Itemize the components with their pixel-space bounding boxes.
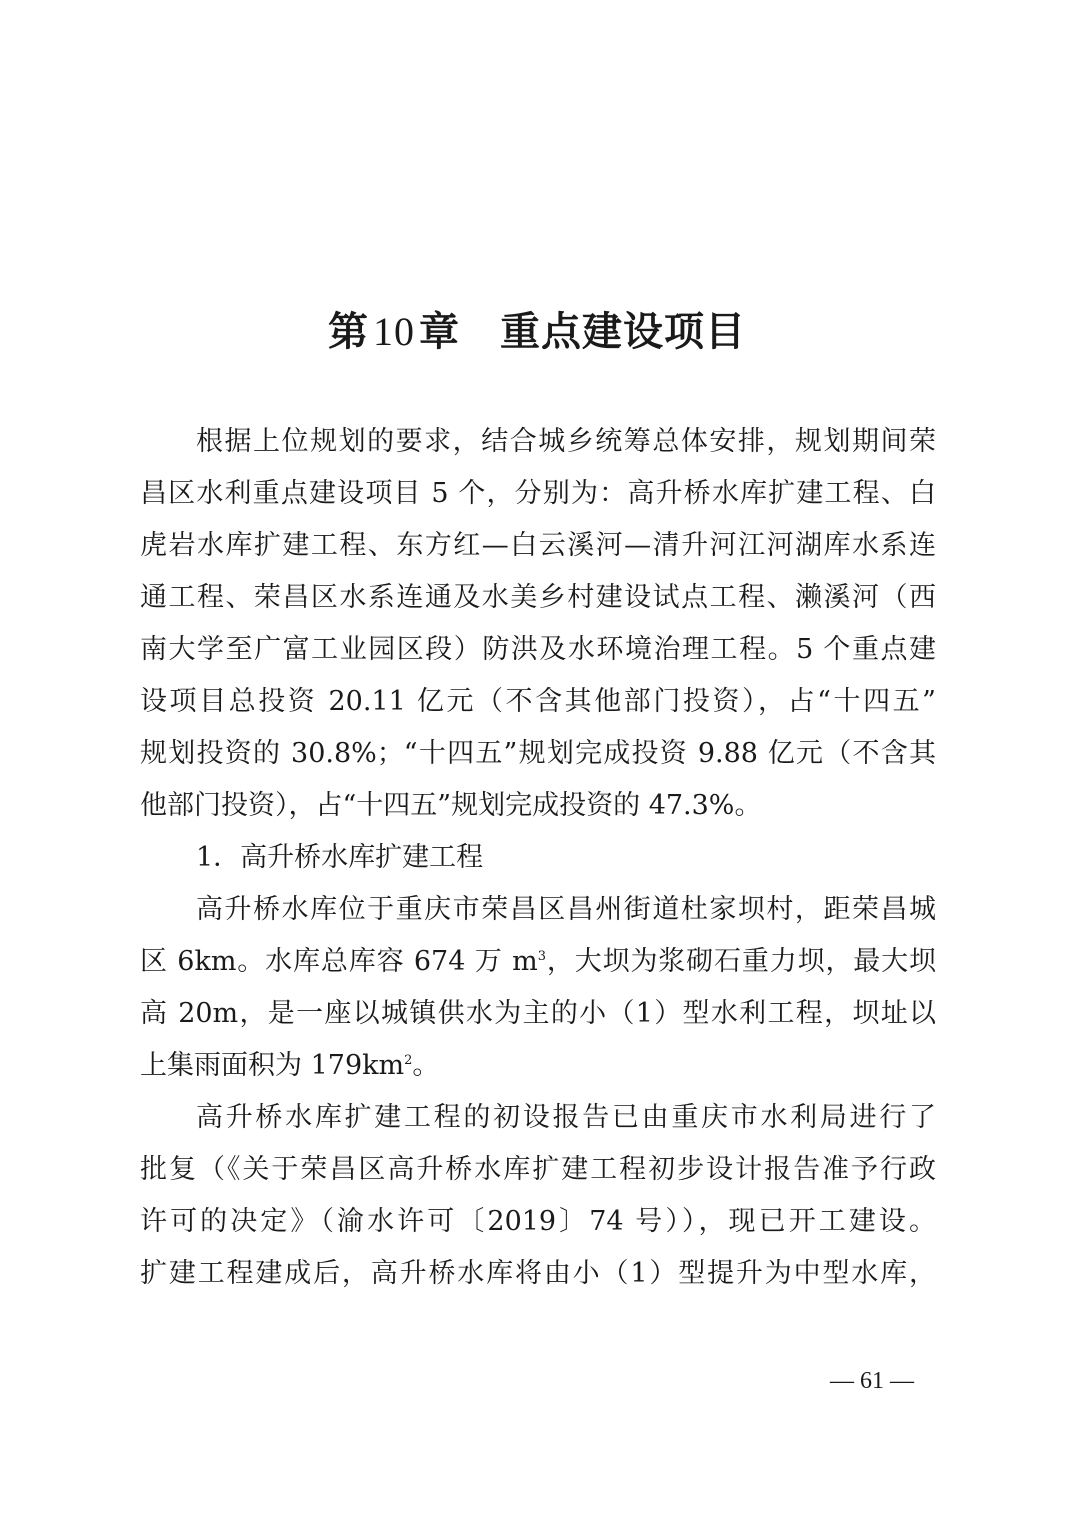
text-segment: ，大坝为浆砌石重力坝，最大坝	[546, 946, 936, 977]
text-line: 根据上位规划的要求，结合城乡统筹总体安排，规划期间荣	[196, 426, 936, 457]
text-line: 虎岩水库扩建工程、东方红—白云溪河—清升河江河湖库水系连	[140, 530, 936, 561]
text-line: 他部门投资），占“十四五”规划完成投资的 47.3%。	[140, 790, 762, 821]
section-heading: 1．高升桥水库扩建工程	[196, 842, 484, 873]
text-line: 规划投资的 30.8%；“十四五”规划完成投资 9.88 亿元（不含其	[140, 738, 936, 769]
text-line: 许可的决定》（渝水许可〔2019〕74 号）），现已开工建设。	[140, 1206, 936, 1237]
text-segment: 区 6km。水库总库容 674 万 m	[140, 946, 538, 977]
text-line: 南大学至广富工业园区段）防洪及水环境治理工程。5 个重点建	[140, 634, 936, 665]
text-line: 设项目总投资 20.11 亿元（不含其他部门投资），占“十四五”	[140, 686, 936, 717]
page-number: — 61 —	[830, 1368, 914, 1394]
chapter-name: 重点建设项目	[500, 308, 746, 355]
text-line: 扩建工程建成后，高升桥水库将由小（1）型提升为中型水库，	[140, 1258, 936, 1289]
text-line: 通工程、荣昌区水系连通及水美乡村建设试点工程、濑溪河（西	[140, 582, 936, 613]
text-line	[140, 936, 936, 988]
text-line: 昌区水利重点建设项目 5 个，分别为：高升桥水库扩建工程、白	[140, 478, 936, 509]
text-line: 高升桥水库位于重庆市荣昌区昌州街道杜家坝村，距荣昌城	[196, 894, 936, 925]
chapter-title	[0, 300, 1074, 357]
superscript: 2	[404, 1053, 413, 1068]
text-segment: 上集雨面积为 179km	[140, 1050, 405, 1081]
chapter-suffix: 章	[419, 308, 460, 355]
text-line: 高升桥水库扩建工程的初设报告已由重庆市水利局进行了	[196, 1102, 936, 1133]
chapter-prefix: 第	[328, 308, 369, 355]
superscript: 3	[537, 949, 547, 964]
text-segment: 。	[412, 1050, 440, 1081]
chapter-number: 10	[373, 309, 415, 354]
text-line: 批复（《关于荣昌区高升桥水库扩建工程初步设计报告准予行政	[140, 1154, 936, 1185]
text-line	[140, 1040, 936, 1092]
body-text	[140, 416, 936, 1300]
text-line: 高 20m，是一座以城镇供水为主的小（1）型水利工程，坝址以	[140, 998, 936, 1029]
